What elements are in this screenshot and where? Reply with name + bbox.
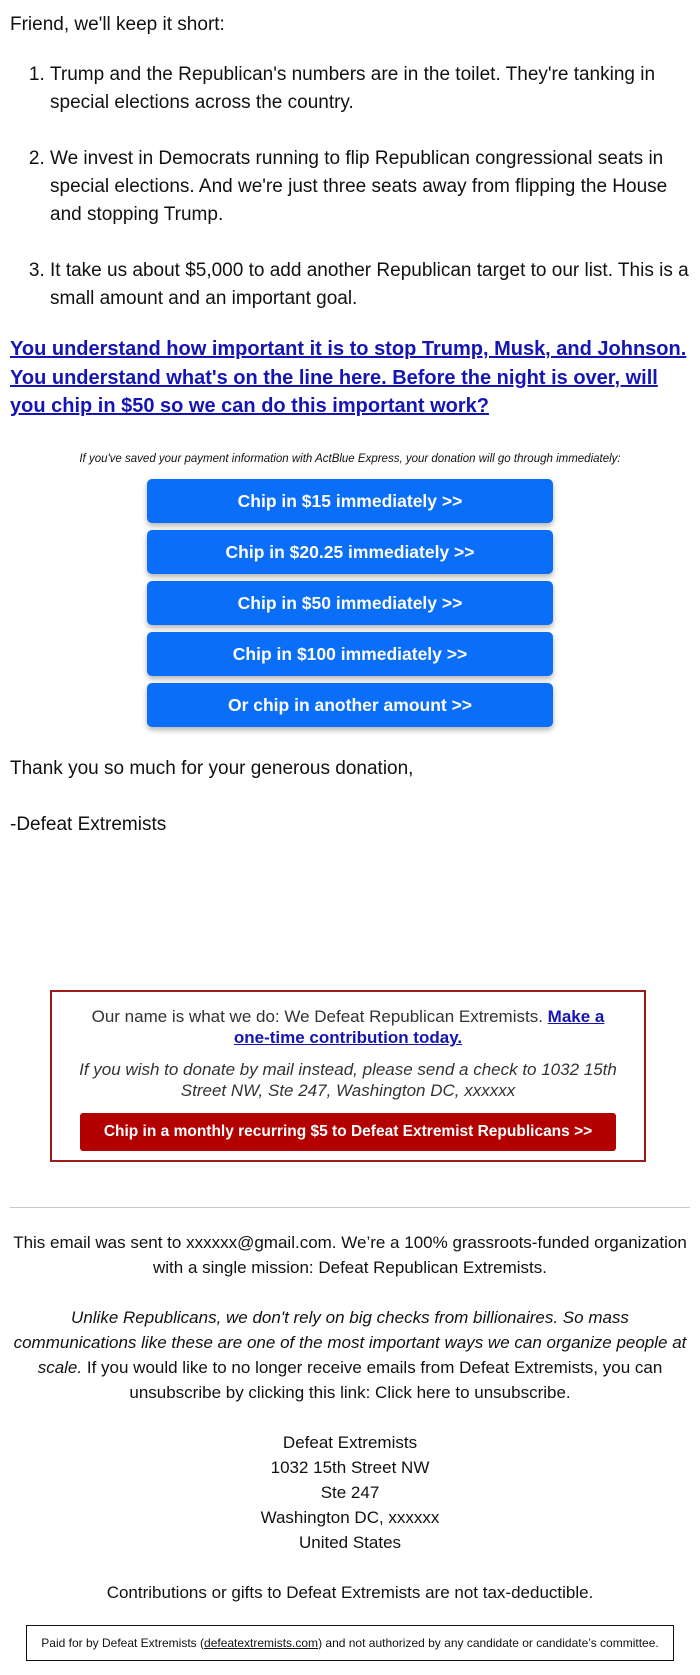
unsubscribe-link[interactable]: Click here to unsubscribe.	[375, 1383, 571, 1402]
box-intro	[52, 1006, 644, 1048]
box-intro-text: Our name is what we do: We Defeat Republican Extremists.	[91, 1007, 543, 1026]
address-line: Washington DC, xxxxxx	[260, 1508, 440, 1527]
paid-for-suffix: ) and not authorized by any candidate or candidate’s committee.	[318, 1636, 659, 1650]
address-line: 1032 15th Street NW	[270, 1458, 430, 1477]
chip-other-amount-button[interactable]: Or chip in another amount >>	[147, 683, 553, 727]
mail-instructions: If you wish to donate by mail instead, please send a check to 1032 15th Street NW, Ste 247, Washington DC, xxxxxx	[79, 1060, 617, 1100]
greeting: Friend, we'll keep it short:	[10, 14, 225, 35]
paid-for-prefix: Paid for by Defeat Extremists (	[41, 1636, 205, 1650]
ask-link[interactable]: You understand how important it is to stop Trump, Musk, and Johnson. You understand what's on the line here. Before the night is over, will you chip in $50 so we can do this important work?	[10, 338, 687, 417]
address-line: United States	[298, 1533, 402, 1552]
footer	[10, 1230, 690, 1605]
points-list	[10, 61, 690, 313]
contribution-box	[50, 990, 646, 1162]
unsubscribe-text: If you would like to no longer receive emails from Defeat Extremists, you can unsubscribe by clicking this link:	[86, 1358, 663, 1402]
address-line: Ste 247	[320, 1483, 380, 1502]
sent-to-text: This email was sent to xxxxxx@gmail.com. We’re a 100% grassroots-funded organization with a single mission: Defeat Republican Extremists.	[13, 1233, 687, 1277]
chip-15-button[interactable]: Chip in $15 immediately >>	[147, 479, 553, 523]
one-time-contribution-link[interactable]: Make a one-time contribution today.	[233, 1007, 605, 1047]
website-link[interactable]: defeatextremists.com	[204, 1636, 319, 1650]
thank-you-text: Thank you so much for your generous donation,	[10, 757, 414, 779]
signoff: -Defeat Extremists	[10, 813, 167, 835]
grassroots-italic-text: Unlike Republicans, we don't rely on big checks from billionaires. So mass communications like these are one of the most important ways we can organize people at scale.	[13, 1308, 687, 1377]
chip-20-25-button[interactable]: Chip in $20.25 immediately >>	[147, 530, 553, 574]
monthly-recurring-button[interactable]: Chip in a monthly recurring $5 to Defeat Extremist Republicans >>	[80, 1113, 616, 1151]
tax-note: Contributions or gifts to Defeat Extremists are not tax-deductible.	[106, 1583, 594, 1602]
list-item: 3. It take us about $5,000 to add another Republican target to our list. This is a small amount and an important goal.	[50, 257, 690, 313]
paid-for-disclaimer	[26, 1625, 674, 1661]
list-item: 2. We invest in Democrats running to flip Republican congressional seats in special elections. And we're just three seats away from flipping the House and stopping Trump.	[50, 145, 690, 229]
chip-100-button[interactable]: Chip in $100 immediately >>	[147, 632, 553, 676]
unsubscribe-paragraph	[10, 1305, 690, 1405]
list-item: 1. Trump and the Republican's numbers are in the toilet. They're tanking in special elections across the country.	[50, 61, 690, 117]
footer-divider	[10, 1207, 690, 1208]
email-body	[10, 0, 690, 856]
donation-buttons	[10, 479, 690, 727]
address-line: Defeat Extremists	[282, 1433, 418, 1452]
actblue-express-note: If you've saved your payment information with ActBlue Express, your donation will go through immediately:	[79, 452, 621, 465]
chip-50-button[interactable]: Chip in $50 immediately >>	[147, 581, 553, 625]
